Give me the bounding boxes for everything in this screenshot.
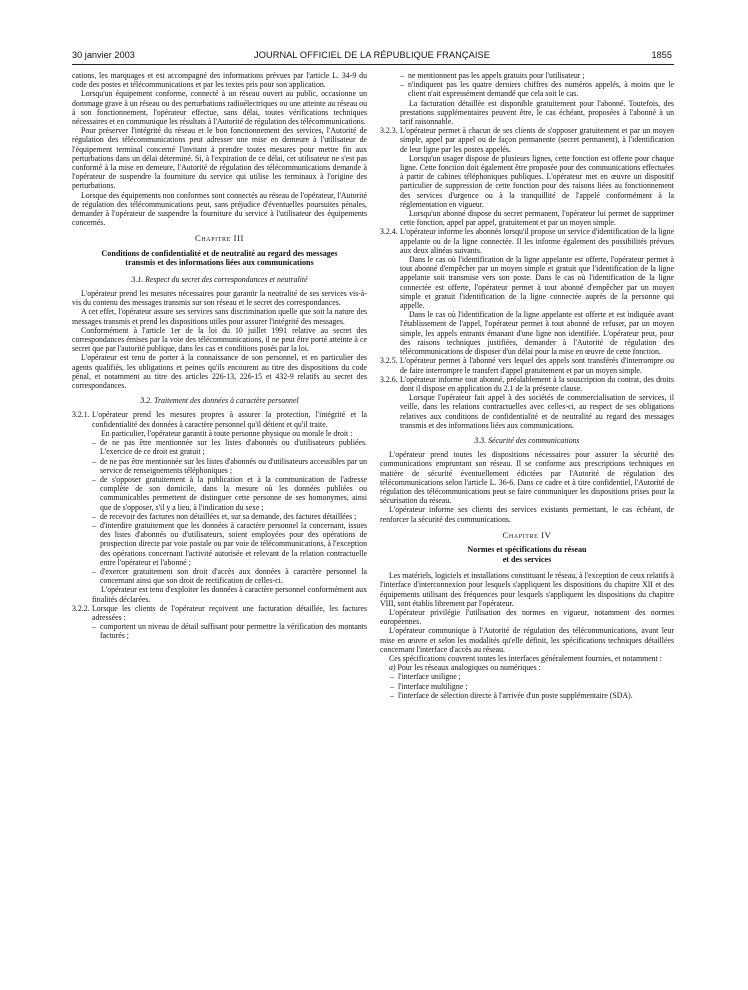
paragraph: L'opérateur privilégie l'utilisation des normes en vigueur, notamment des normes européennes. <box>380 607 674 627</box>
list-item: – comportent un niveau de détail suffisant pour permettre la vérification des montants facturés ; <box>92 622 367 641</box>
list-item-text: l'interface multiligne ; <box>398 681 468 691</box>
item-text: L'opérateur permet à chacun de ses clients de s'opposer gratuitement et par un moyen simple, appel par appel ou de façon permanente (secret permanent), à l'identification de leur ligne par les postes appelés. <box>400 126 674 154</box>
numbered-item <box>380 126 674 154</box>
list-item-text: l'interface de sélection directe à l'arrivée d'un poste supplémentaire (SDA). <box>398 690 633 700</box>
paragraph: En particulier, l'opérateur garantit à toute personne physique ou morale le droit : <box>101 428 353 438</box>
list-item-text: de s'opposer gratuitement à la publication et à la communication de l'adresse complète de son domicile, dans la mesure où les données publiées ou communicables permettent de distinguer cette personne de ses homonymes, ainsi que de s'opposer, s'il y a lieu, à l'indication du sexe ; <box>100 474 367 512</box>
paragraph: Lorsque des équipements non conformes sont connectés au réseau de l'opérateur, l'Autorité de régulation des télécommunications peut, sans préjudice d'éventuelles poursuites pénales, demander à l'opérateur de suspendre la fourniture du service à l'utilisateur des équipements concernés. <box>72 190 367 228</box>
paragraph: cations, les marquages et est accompagné des informations prévues par l'article L. 34-9 du code des postes et télécommunications et par les textes pris pour son application. <box>72 71 367 90</box>
paragraph: Conformément à l'article 1er de la loi du 10 juillet 1991 relative au secret des correspondances émises par la voie des télécommunications, il ne peut être porté atteinte à ce secret que par l'autorité publique, dans les cas et conditions posés par la loi. <box>72 325 367 354</box>
item-text: Lorsque les clients de l'opérateur reçoivent une facturation détaillée, les factures adressées : <box>92 603 367 622</box>
paragraph: Lorsque l'opérateur fait appel à des sociétés de commercialisation de services, il veille, dans les relations contractuelles avec celles-ci, au respect de ses obligations relatives aux conditions de confidentialité et de neutralité au regard des messages transmis et des informations liées aux communications. <box>400 393 674 430</box>
paragraph: L'opérateur communique à l'Autorité de régulation des télécommunications, avant leur mise en œuvre et selon les modalités qu'elle définit, les spécifications techniques détaillées concernant l'interface d'accès au réseau. <box>380 626 674 654</box>
header-page-number: 1855 <box>651 50 672 60</box>
numbered-item <box>72 604 367 622</box>
paragraph: Ces spécifications couvrent toutes les interfaces généralement fournies, et notamment : <box>389 653 662 663</box>
chapter-heading: Chapitre IV <box>502 529 552 540</box>
paragraph: Pour préserver l'intégrité du réseau et le bon fonctionnement des services, l'Autorité de régulation des télécommunications peut adresser une mise en demeure à l'utilisateur de l'équipement terminal concerné l'invitant à prendre toutes mesures pour mettre fin aux perturbations dans un délai déterminé. Si, à l'expiration de ce délai, cet utilisateur ne s'est pas conformé à la mise en demeure, l'Autorité de régulation des télécommunications demande à l'opérateur de suspendre la fourniture du service qui utilise les terminaux à l'origine des perturbations. <box>72 126 367 191</box>
list-item: – de s'opposer gratuitement à la publication et à la communication de l'adresse complète de son domicile, dans la mesure où les données publiées ou communicables permettent de distinguer cette personne de ses homonymes, ainsi que de s'opposer, s'il y a lieu, à l'indication du sexe ; <box>92 474 367 512</box>
right-column <box>380 71 674 700</box>
paragraph: Dans le cas où l'identification de la ligne appelante est offerte, l'opérateur permet à tout abonné d'empêcher par un moyen simple et gratuit que l'identification de la ligne appelante soit transmise vers son poste. Dans le cas où l'identification de la ligne connectée est offerte, l'opérateur permet à tout abonné d'empêcher par un moyen simple et gratuit l'identification de la ligne connectée auprès de la personne qui appelle. <box>400 255 674 311</box>
paragraph: La facturation détaillée est disponible gratuitement pour l'abonné. Toutefois, des prestations supplémentaires peuvent être, le cas échéant, proposées à l'abonné à un tarif raisonnable. <box>400 98 674 127</box>
paragraph: L'opérateur prend toutes les dispositions nécessaires pour assurer la sécurité des communications empruntant son réseau. Il se conforme aux prescriptions techniques en matière de sécurité éventuellement édictées par l'Autorité de régulation des télécommunications selon l'article L. 36-6. Dans ce cadre et à titre confidentiel, l'Autorité de régulation des télécommunications peut se faire communiquer les dispositions prises pour la sécurisation du réseau. <box>380 450 674 506</box>
list-item: – l'interface multiligne ; <box>390 681 468 691</box>
list-item-text: n'indiquent pas les quatre derniers chiffres des numéros appelés, à moins que le client n'ait expressément demandé que cela soit le cas. <box>408 80 674 99</box>
paragraph: Lorsqu'un usager dispose de plusieurs lignes, cette fonction est offerte pour chaque ligne. Cette fonction doit également être proposée pour des communications effectuées à partir de cabines téléphoniques publiques. L'opérateur met en œuvre un dispositif particulier de suppression de cette fonction pour des raisons liées au fonctionnement des services d'urgence ou à la tranquillité de l'appelé conformément à la réglementation en vigueur. <box>400 153 674 209</box>
list-item: – n'indiquent pas les quatre derniers chiffres des numéros appelés, à moins que le client n'ait expressément demandé que cela soit le cas. <box>400 80 674 99</box>
section-heading: 3.3. Sécurité des communications <box>474 435 580 445</box>
item-number: 3.2.2. <box>72 603 90 613</box>
numbered-item <box>72 410 367 428</box>
item-number: 3.2.4. <box>380 227 398 237</box>
list-item-text: ne mentionnent pas les appels gratuits pour l'utilisateur ; <box>408 71 585 80</box>
list-item-text: d'exercer gratuitement son droit d'accès aux données à caractère personnel la concernant ainsi que son droit de rectification de celles-ci. <box>100 566 367 586</box>
header-rule <box>72 64 674 65</box>
numbered-item <box>380 375 674 393</box>
list-item-text: de ne pas être mentionnée sur les listes d'abonnés ou d'utilisateurs accessibles par un service de renseignements téléphoniques ; <box>100 456 367 475</box>
header-title: JOURNAL OFFICIEL DE LA RÉPUBLIQUE FRANÇAISE <box>254 50 490 60</box>
list-item: – de ne pas être mentionnée sur les listes d'abonnés ou d'utilisateurs publiées. L'exercice de ce droit est gratuit ; <box>92 438 367 457</box>
paragraph: L'opérateur prend les mesures nécessaires pour garantir la neutralité de ses services vis-à-vis du contenu des messages transmis sur son réseau et le secret des correspondances. <box>72 289 367 308</box>
list-heading-text: Pour les réseaux analogiques ou numériques : <box>397 663 541 673</box>
numbered-item <box>380 356 674 374</box>
list-item: – d'interdire gratuitement que les données à caractère personnel la concernant, issues des listes d'abonnés ou d'utilisateurs, soient employées pour des opérations de prospection directe par voie postale ou par voie de télécommunications, à l'exception des opérations concernant l'activité autorisée et relevant de la relation contractuelle entre l'opérateur et l'abonné ; <box>92 520 367 567</box>
item-number: 3.2.3. <box>380 126 398 136</box>
paragraph: Lorsqu'un équipement conforme, connecté à un réseau ouvert au public, occasionne un dommage grave à un réseau ou des perturbations radioélectriques ou une atteinte au réseau ou à son fonctionnement, l'opérateur effectue, sans délai, toutes vérifications techniques nécessaires et en communique les résultats à l'Autorité de régulation des télécommunications. <box>72 89 367 127</box>
chapter-title: et des services <box>502 554 552 564</box>
list-item: – de recevoir des factures non détaillées et, sur sa demande, des factures détaillées ; <box>92 511 357 521</box>
list-item: – ne mentionnent pas les appels gratuits pour l'utilisateur ; <box>400 71 585 80</box>
paragraph: A cet effet, l'opérateur assure ses services sans discrimination quelle que soit la nature des messages transmis et prend les dispositions utiles pour assurer l'intégrité des messages. <box>72 307 367 326</box>
header-date: 30 janvier 2003 <box>72 50 135 60</box>
paragraph: L'opérateur est tenu de porter à la connaissance de son personnel, et en particulier des agents qualifiés, les obligations et peines qu'ils encourent au titre des dispositions du code pénal, et notamment au titre des articles 226-13, 226-15 et 432-9 relatifs au secret des correspondances. <box>72 353 367 391</box>
left-column <box>72 71 367 641</box>
item-number: 3.2.5. <box>380 356 398 366</box>
list-item-text: de recevoir des factures non détaillées et, sur sa demande, des factures détaillées ; <box>100 511 357 521</box>
chapter-heading: Chapitre III <box>195 233 244 244</box>
paragraph: Lorsqu'un abonné dispose du secret permanent, l'opérateur lui permet de supprimer cette fonction, appel par appel, gratuitement et par un moyen simple. <box>400 209 674 228</box>
list-item: – l'interface uniligne ; <box>390 672 461 682</box>
chapter-title: Conditions de confidentialité et de neutralité au regard des messages transmis et des informations liées aux communications <box>101 248 338 268</box>
item-text: L'opérateur informe les abonnés lorsqu'il propose un service d'identification de la ligne appelante ou de la ligne connectée. Il les informe également des possibilités prévues aux deux alinéas suivants. <box>400 227 674 255</box>
list-item-text: d'interdire gratuitement que les données à caractère personnel la concernant, issues des listes d'abonnés ou d'utilisateurs, soient employées pour des opérations de prospection directe par voie postale ou par voie de télécommunications, à l'exception des opérations concernant l'activité autorisée et relevant de la relation contractuelle entre l'opérateur et l'abonné ; <box>100 520 367 567</box>
numbered-item <box>380 227 674 255</box>
item-text: L'opérateur informe tout abonné, préalablement à la souscription du contrat, des droits dont il dispose en application du 2.1 de la présente clause. <box>400 374 674 393</box>
list-letter: a) <box>389 663 396 673</box>
list-item-text: l'interface uniligne ; <box>398 672 461 682</box>
section-heading: 3.1. Respect du secret des correspondances et neutralité <box>131 274 308 284</box>
paragraph: L'opérateur informe ses clients des services existants permettant, le cas échéant, de renforcer la sécurité des communications. <box>380 505 674 524</box>
paragraph: Dans le cas où l'identification de la ligne appelante est offerte et est indiquée avant l'établissement de l'appel, l'opérateur permet à tout abonné de refuser, par un moyen simple, les appels entrants émanant d'une ligne non identifiée. L'opérateur peut, pour des raisons techniques justifiées, demander à l'Autorité de régulation des télécommunications de disposer d'un délai pour la mise en œuvre de cette fonction. <box>400 310 674 357</box>
list-item: – d'exercer gratuitement son droit d'accès aux données à caractère personnel la concernant ainsi que son droit de rectification de celles-ci. <box>92 566 367 586</box>
list-heading <box>380 663 674 672</box>
paragraph: Les matériels, logiciels et installations constituant le réseau, à l'exception de ceux relatifs à l'interface d'interconnexion pour lesquels s'appliquent les dispositions du chapitre XII et des équipements utilisant des fréquences pour lesquels s'appliquent les dispositions du chapitre VIII, sont établis librement par l'opérateur. <box>380 571 674 608</box>
section-heading: 3.2. Traitement des données à caractère personnel <box>140 396 299 406</box>
list-item-text: comportent un niveau de détail suffisant pour permettre la vérification des montants facturés ; <box>100 622 367 641</box>
list-item: – l'interface de sélection directe à l'arrivée d'un poste supplémentaire (SDA). <box>390 690 633 700</box>
list-item-text: de ne pas être mentionnée sur les listes d'abonnés ou d'utilisateurs publiées. L'exercice de ce droit est gratuit ; <box>100 438 367 457</box>
item-number: 3.2.6. <box>380 374 398 384</box>
paragraph: L'opérateur est tenu d'exploiter les données à caractère personnel conformément aux finalités déclarées. <box>92 585 367 604</box>
list-item: – de ne pas être mentionnée sur les listes d'abonnés ou d'utilisateurs accessibles par un service de renseignements téléphoniques ; <box>92 456 367 475</box>
chapter-title: Normes et spécifications du réseau <box>467 544 587 554</box>
item-text: L'opérateur permet à l'abonné vers lequel des appels sont transférés d'interrompre ou de faire interrompre le transfert d'appel gratuitement et par un moyen simple. <box>400 356 674 375</box>
item-text: L'opérateur prend les mesures propres à assurer la protection, l'intégrité et la confidentialité des données à caractère personnel qu'il détient et qu'il traite. <box>92 410 367 429</box>
item-number: 3.2.1. <box>72 410 90 420</box>
